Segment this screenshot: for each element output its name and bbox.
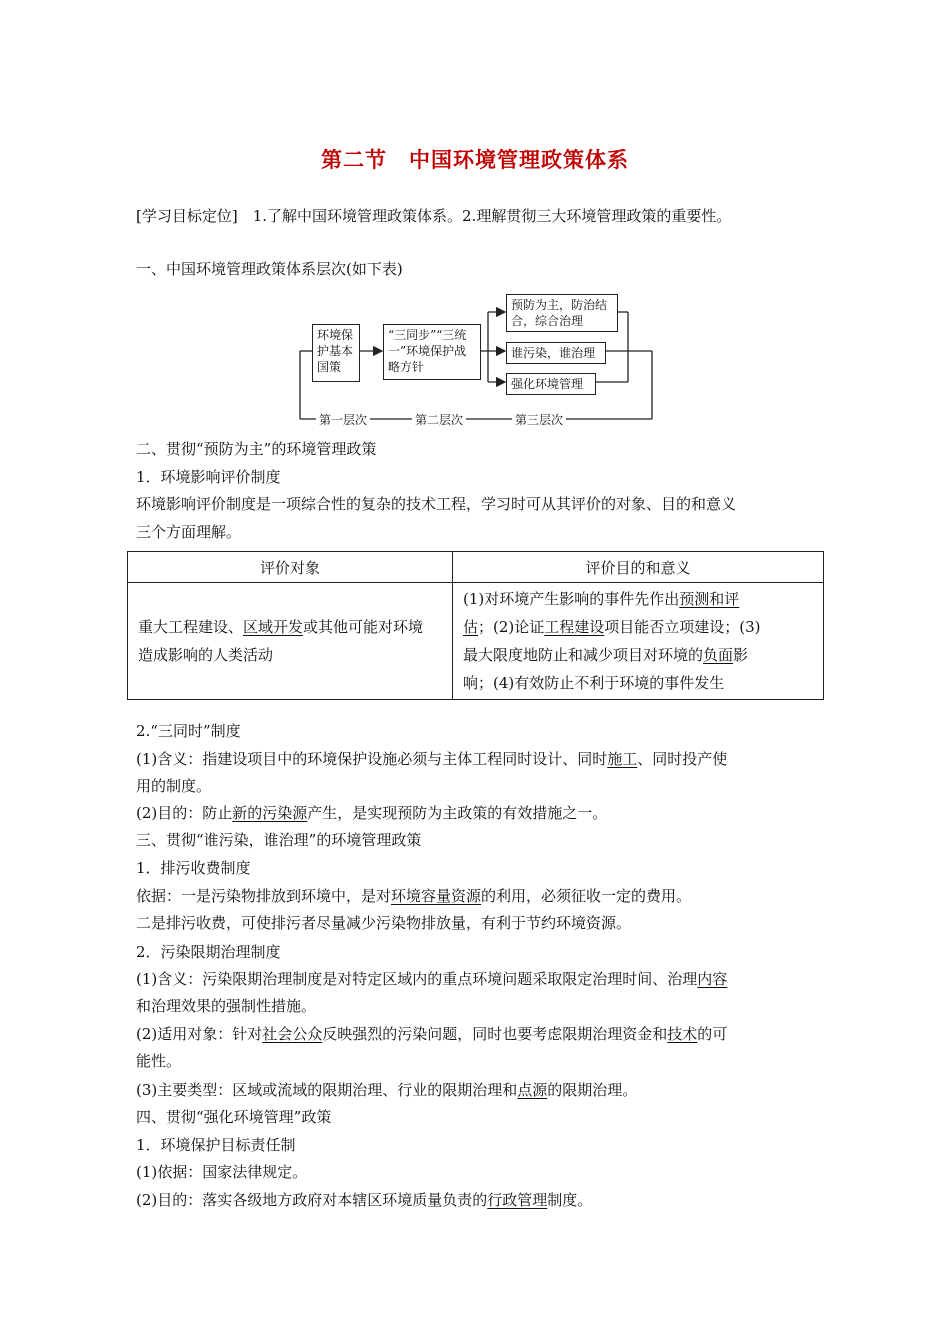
section-3-heading: 三、贯彻“谁污染，谁治理”的环境管理政策 [136, 831, 422, 849]
paragraph: (2)目的：防止新的污染源产生，是实现预防为主政策的有效措施之一。 [136, 804, 608, 822]
paragraph: 环境影响评价制度是一项综合性的复杂的技术工程，学习时可从其评价的对象、目的和意义 [136, 495, 737, 513]
table-header-purpose: 评价目的和意义 [453, 552, 824, 583]
paragraph: (3)主要类型：区域或流域的限期治理、行业的限期治理和点源的限期治理。 [136, 1081, 638, 1099]
policy-hierarchy-diagram [296, 288, 662, 428]
diagram-box-strengthen-management: 强化环境管理 [506, 373, 596, 395]
paragraph: 二是排污收费，可使排污者尽量减少污染物排放量，有利于节约环境资源。 [136, 914, 632, 932]
section-2-2-heading: 2.“三同时”制度 [136, 722, 241, 740]
section-4-heading: 四、贯彻“强化环境管理”政策 [136, 1108, 332, 1126]
paragraph: (1)含义：污染限期治理制度是对特定区域内的重点环境问题采取限定治理时间、治理内容 [136, 970, 728, 988]
section-3-1-heading: 1．排污收费制度 [136, 859, 251, 877]
paragraph: (1)含义：指建设项目中的环境保护设施必须与主体工程同时设计、同时施工、同时投产使 [136, 750, 728, 768]
paragraph: 用的制度。 [136, 777, 212, 795]
table-cell-object: 重大工程建设、区域开发或其他可能对环境 造成影响的人类活动 [128, 583, 453, 700]
paragraph: (1)依据：国家法律规定。 [136, 1163, 308, 1181]
section-1-heading: 一、中国环境管理政策体系层次(如下表) [136, 260, 403, 278]
section-2-1-heading: 1．环境影响评价制度 [136, 468, 281, 486]
section-3-2-heading: 2．污染限期治理制度 [136, 943, 281, 961]
diagram-box-prevention: 预防为主，防治结合，综合治理 [506, 294, 618, 332]
table-header-object: 评价对象 [128, 552, 453, 583]
paragraph: 依据：一是污染物排放到环境中，是对环境容量资源的利用，必须征收一定的费用。 [136, 887, 692, 905]
page-title: 第二节 中国环境管理政策体系 [321, 148, 629, 172]
section-4-1-heading: 1．环境保护目标责任制 [136, 1136, 296, 1154]
evaluation-table [127, 551, 824, 700]
paragraph: 三个方面理解。 [136, 523, 242, 541]
diagram-box-strategy: “三同步”“三统一”环境保护战略方针 [383, 324, 481, 380]
diagram-box-polluter-pays: 谁污染，谁治理 [506, 342, 606, 364]
paragraph: 和治理效果的强制性措施。 [136, 997, 317, 1015]
section-2-heading: 二、贯彻“预防为主”的环境管理政策 [136, 440, 377, 458]
paragraph: (2)目的：落实各级地方政府对本辖区环境质量负责的行政管理制度。 [136, 1191, 593, 1209]
diagram-label-level-1: 第一层次 [316, 411, 370, 428]
learning-goal: [学习目标定位] 1.了解中国环境管理政策体系。2.理解贯彻三大环境管理政策的重要性。 [136, 207, 732, 225]
diagram-box-basic-policy: 环境保护基本国策 [312, 324, 360, 382]
paragraph: 能性。 [136, 1052, 182, 1070]
diagram-label-level-3: 第三层次 [512, 411, 566, 428]
diagram-label-level-2: 第二层次 [412, 411, 466, 428]
paragraph: (2)适用对象：针对社会公众反映强烈的污染问题，同时也要考虑限期治理资金和技术的可 [136, 1025, 728, 1043]
table-cell-purpose: (1)对环境产生影响的事件先作出预测和评 估；(2)论证工程建设项目能否立项建设；(3) 最大限度地防止和减少项目对环境的负面影 响；(4)有效防止不利于环境的事件发生 [453, 583, 824, 700]
